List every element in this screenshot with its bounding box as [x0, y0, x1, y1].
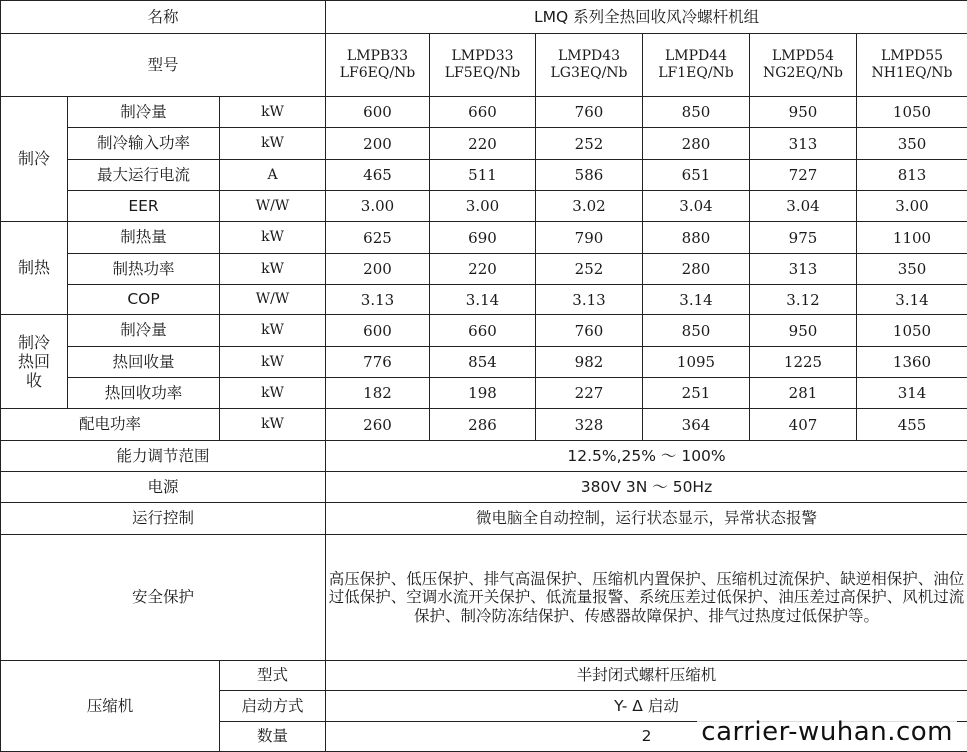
value-cell: 511: [430, 160, 536, 191]
value-cell: 227: [536, 378, 643, 409]
value-cell: 182: [326, 378, 430, 409]
compressor-param-value: 2: [326, 722, 967, 752]
group-label-line: 收: [1, 371, 67, 390]
safety-value: 高压保护、低压保护、排气高温保护、压缩机内置保护、压缩机过流保护、缺逆相保护、油位过低保护、空调水流开关保护、低流量报警、系统压差过低保护、油压差过高保护、风机过流保护、制冷防冻结保护、传感器故障保护、排气过热度过低保护等。: [326, 535, 967, 661]
param-name: 最大运行电流: [68, 160, 220, 191]
model-label: 型号: [1, 34, 326, 97]
model-code-line: LMPD54: [750, 48, 856, 65]
value-cell: 625: [326, 222, 430, 254]
model-code-line: LMPD44: [643, 48, 749, 65]
value-cell: 690: [430, 222, 536, 254]
value-cell: 1050: [857, 315, 967, 347]
value-cell: 455: [857, 409, 967, 441]
model-code-line: NG2EQ/Nb: [750, 65, 856, 82]
compressor-param-value: Y- Δ 启动: [326, 691, 967, 722]
param-name: COP: [68, 285, 220, 315]
value-cell: 1225: [750, 347, 857, 378]
model-cell: [536, 34, 643, 97]
table-row: [1, 472, 967, 503]
param-name: 热回收量: [68, 347, 220, 378]
general-value: 微电脑全自动控制，运行状态显示，异常状态报警: [326, 503, 967, 535]
value-cell: 3.14: [857, 285, 967, 315]
group-label-heating: 制热: [1, 222, 68, 315]
table-row: [1, 503, 967, 535]
model-code-line: LMPB33: [326, 48, 429, 65]
value-cell: 252: [536, 128, 643, 160]
general-value: 12.5%,25% ～ 100%: [326, 441, 967, 472]
value-cell: 880: [643, 222, 750, 254]
param-unit: kW: [220, 378, 326, 409]
model-code-line: NH1EQ/Nb: [857, 65, 967, 82]
table-row: [1, 661, 967, 691]
compressor-param-name: 数量: [220, 722, 326, 752]
value-cell: 313: [750, 254, 857, 285]
value-cell: 3.04: [643, 191, 750, 222]
value-cell: 350: [857, 254, 967, 285]
param-name-power: 配电功率: [1, 409, 220, 441]
model-cell: [857, 34, 967, 97]
value-cell: 220: [430, 128, 536, 160]
value-cell: 3.14: [643, 285, 750, 315]
value-cell: 1360: [857, 347, 967, 378]
param-unit: A: [220, 160, 326, 191]
param-unit: W/W: [220, 285, 326, 315]
value-cell: 790: [536, 222, 643, 254]
value-cell: 260: [326, 409, 430, 441]
table-row: [1, 535, 967, 661]
value-cell: 760: [536, 97, 643, 128]
value-cell: 854: [430, 347, 536, 378]
value-cell: 760: [536, 315, 643, 347]
value-cell: 850: [643, 97, 750, 128]
value-cell: 364: [643, 409, 750, 441]
model-cell: [750, 34, 857, 97]
value-cell: 220: [430, 254, 536, 285]
value-cell: 660: [430, 97, 536, 128]
value-cell: 950: [750, 315, 857, 347]
value-cell: 1095: [643, 347, 750, 378]
value-cell: 1050: [857, 97, 967, 128]
watermark: carrier-wuhan.com: [697, 717, 957, 747]
value-cell: 776: [326, 347, 430, 378]
model-cell: [326, 34, 430, 97]
value-cell: 328: [536, 409, 643, 441]
table-row: [1, 441, 967, 472]
group-label-line: 制冷: [1, 333, 67, 352]
safety-name: 安全保护: [1, 535, 326, 661]
value-cell: 350: [857, 128, 967, 160]
value-cell: 314: [857, 378, 967, 409]
param-name: 制冷输入功率: [68, 128, 220, 160]
model-code-line: LF6EQ/Nb: [326, 65, 429, 82]
model-code-line: LMPD55: [857, 48, 967, 65]
value-cell: 982: [536, 347, 643, 378]
value-cell: 950: [750, 97, 857, 128]
table-row: [1, 378, 967, 409]
compressor-param-name: 型式: [220, 661, 326, 691]
table-row: [1, 97, 967, 128]
param-name: 制冷量: [68, 97, 220, 128]
value-cell: 850: [643, 315, 750, 347]
value-cell: 651: [643, 160, 750, 191]
value-cell: 3.00: [857, 191, 967, 222]
param-name: 热回收功率: [68, 378, 220, 409]
value-cell: 313: [750, 128, 857, 160]
param-unit: kW: [220, 222, 326, 254]
param-name: 制热量: [68, 222, 220, 254]
table-row: [1, 347, 967, 378]
group-label-cooling: 制冷: [1, 97, 68, 222]
general-name: 电源: [1, 472, 326, 503]
model-code-line: LMPD43: [536, 48, 642, 65]
param-unit: kW: [220, 347, 326, 378]
value-cell: 813: [857, 160, 967, 191]
param-unit: kW: [220, 128, 326, 160]
param-unit: W/W: [220, 191, 326, 222]
table-row: [1, 160, 967, 191]
value-cell: 600: [326, 315, 430, 347]
group-label-heat-recovery: [1, 315, 68, 409]
value-cell: 660: [430, 315, 536, 347]
compressor-name: 压缩机: [1, 661, 220, 752]
general-name: 能力调节范围: [1, 441, 326, 472]
param-unit: kW: [220, 254, 326, 285]
value-cell: 1100: [857, 222, 967, 254]
value-cell: 600: [326, 97, 430, 128]
value-cell: 3.04: [750, 191, 857, 222]
compressor-param-value: 半封闭式螺杆压缩机: [326, 661, 967, 691]
param-name: 制冷量: [68, 315, 220, 347]
param-unit: kW: [220, 315, 326, 347]
value-cell: 200: [326, 254, 430, 285]
series-title: LMQ 系列全热回收风冷螺杆机组: [326, 1, 967, 34]
model-cell: [643, 34, 750, 97]
model-code-line: LF5EQ/Nb: [430, 65, 535, 82]
compressor-param-name: 启动方式: [220, 691, 326, 722]
value-cell: 200: [326, 128, 430, 160]
model-code-line: LMPD33: [430, 48, 535, 65]
value-cell: 3.13: [326, 285, 430, 315]
general-value: 380V 3N ～ 50Hz: [326, 472, 967, 503]
table-row: [1, 254, 967, 285]
value-cell: 586: [536, 160, 643, 191]
table-row: [1, 315, 967, 347]
value-cell: 465: [326, 160, 430, 191]
value-cell: 727: [750, 160, 857, 191]
value-cell: 251: [643, 378, 750, 409]
table-row: [1, 409, 967, 441]
value-cell: 3.02: [536, 191, 643, 222]
value-cell: 975: [750, 222, 857, 254]
value-cell: 3.00: [326, 191, 430, 222]
param-unit: kW: [220, 97, 326, 128]
table-row: [1, 1, 967, 34]
param-name: 制热功率: [68, 254, 220, 285]
table-row: [1, 222, 967, 254]
value-cell: 3.14: [430, 285, 536, 315]
value-cell: 280: [643, 254, 750, 285]
table-row: [1, 285, 967, 315]
model-cell: [430, 34, 536, 97]
value-cell: 198: [430, 378, 536, 409]
table-row: [1, 34, 967, 97]
value-cell: 252: [536, 254, 643, 285]
value-cell: 280: [643, 128, 750, 160]
name-label: 名称: [1, 1, 326, 34]
value-cell: 286: [430, 409, 536, 441]
model-code-line: LG3EQ/Nb: [536, 65, 642, 82]
param-name: EER: [68, 191, 220, 222]
value-cell: 3.13: [536, 285, 643, 315]
value-cell: 407: [750, 409, 857, 441]
group-label-line: 热回: [1, 352, 67, 371]
general-name: 运行控制: [1, 503, 326, 535]
value-cell: 3.12: [750, 285, 857, 315]
value-cell: 3.00: [430, 191, 536, 222]
table-row: [1, 128, 967, 160]
spec-table-body: [1, 1, 967, 752]
param-unit: kW: [220, 409, 326, 441]
model-code-line: LF1EQ/Nb: [643, 65, 749, 82]
table-row: [1, 191, 967, 222]
value-cell: 281: [750, 378, 857, 409]
